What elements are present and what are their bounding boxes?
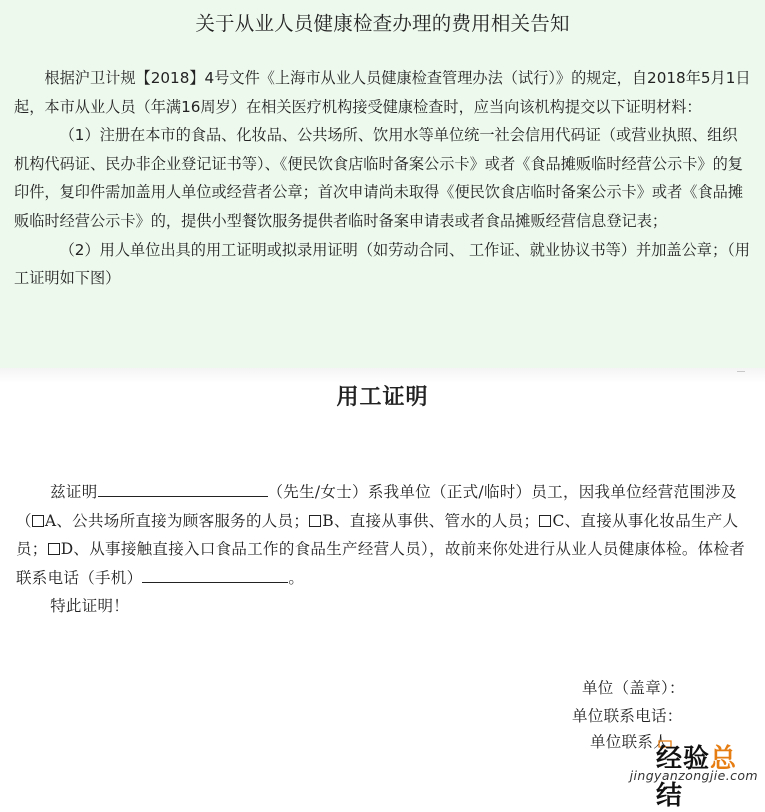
checkbox-option-a <box>32 515 44 527</box>
cert-text-intro: 兹证明 <box>50 483 98 501</box>
notice-intro: 根据沪卫计规【2018】4号文件《上海市从业人员健康检查管理办法（试行）》的规定，自2018年5月1日起，本市从业人员（年满16周岁）在相关医疗机构接受健康检查时，应当向该机构提交以下证明材料： <box>14 69 751 116</box>
scroll-indicator <box>737 371 745 372</box>
checkbox-option-d <box>48 543 60 555</box>
notice-panel <box>0 0 765 368</box>
notice-body <box>14 64 752 293</box>
option-a-text: A、公共场所直接为顾客服务的人员； <box>44 511 310 530</box>
watermark-suffix: 结 <box>656 781 684 811</box>
notice-item-2: （2）用人单位出具的用工证明或拟录用证明（如劳动合同、 工作证、就业协议书等）并加盖公章；（用工证明如下图） <box>14 240 750 288</box>
watermark-highlight: 总 <box>710 744 738 774</box>
certificate-body <box>16 478 752 621</box>
certificate-paragraph <box>16 478 752 592</box>
checkbox-option-c <box>539 515 551 527</box>
checkbox-option-b <box>309 515 321 527</box>
sign-unit-phone: 单位联系电话： <box>572 707 683 725</box>
notice-item-1: （1）注册在本市的食品、化妆品、公共场所、饮用水等单位统一社会信用代码证（或营业执照、组织机构代码证、民办非企业登记证书等）、《便民饮食店临时备案公示卡》或者《食品摊贩临时经营公示卡》的复印件，复印件需加盖用人单位或经营者公章；首次申请尚未取得《便民饮食店临时备案公示卡》或者《食品摊贩临时经营公示卡》的，提供小型餐饮服务提供者临时备案申请表或者食品摊贩经营信息登记表； <box>14 126 743 230</box>
watermark-url: jingyanzongjie.com <box>629 768 758 783</box>
notice-title: 关于从业人员健康检查办理的费用相关告知 <box>195 12 570 35</box>
certificate-closing: 特此证明！ <box>50 597 130 616</box>
sign-unit-stamp: 单位（盖章）： <box>582 679 685 697</box>
cert-text-scope: （先生/女士）系我单位（正式/临时）员工，因我单位经营范围涉及（ <box>16 483 737 530</box>
watermark-prefix: 经验 <box>656 744 711 774</box>
cert-text-end: 。 <box>288 568 305 587</box>
watermark-logo <box>562 738 762 811</box>
certificate-title: 用工证明 <box>336 384 429 410</box>
name-blank <box>98 480 268 497</box>
option-d-text: D、从事接触直接入口食品工作的食品生产经营人员），故前来你处进行从业人员健康体检。体检者联系电话（手机） <box>16 540 746 587</box>
sign-unit-contact: 单位联系人 <box>590 733 670 751</box>
phone-blank <box>142 566 288 583</box>
option-b-text: B、直接从事供、管水的人员； <box>322 511 540 530</box>
option-c-text: C、直接从事化妆品生产人员； <box>16 511 739 559</box>
